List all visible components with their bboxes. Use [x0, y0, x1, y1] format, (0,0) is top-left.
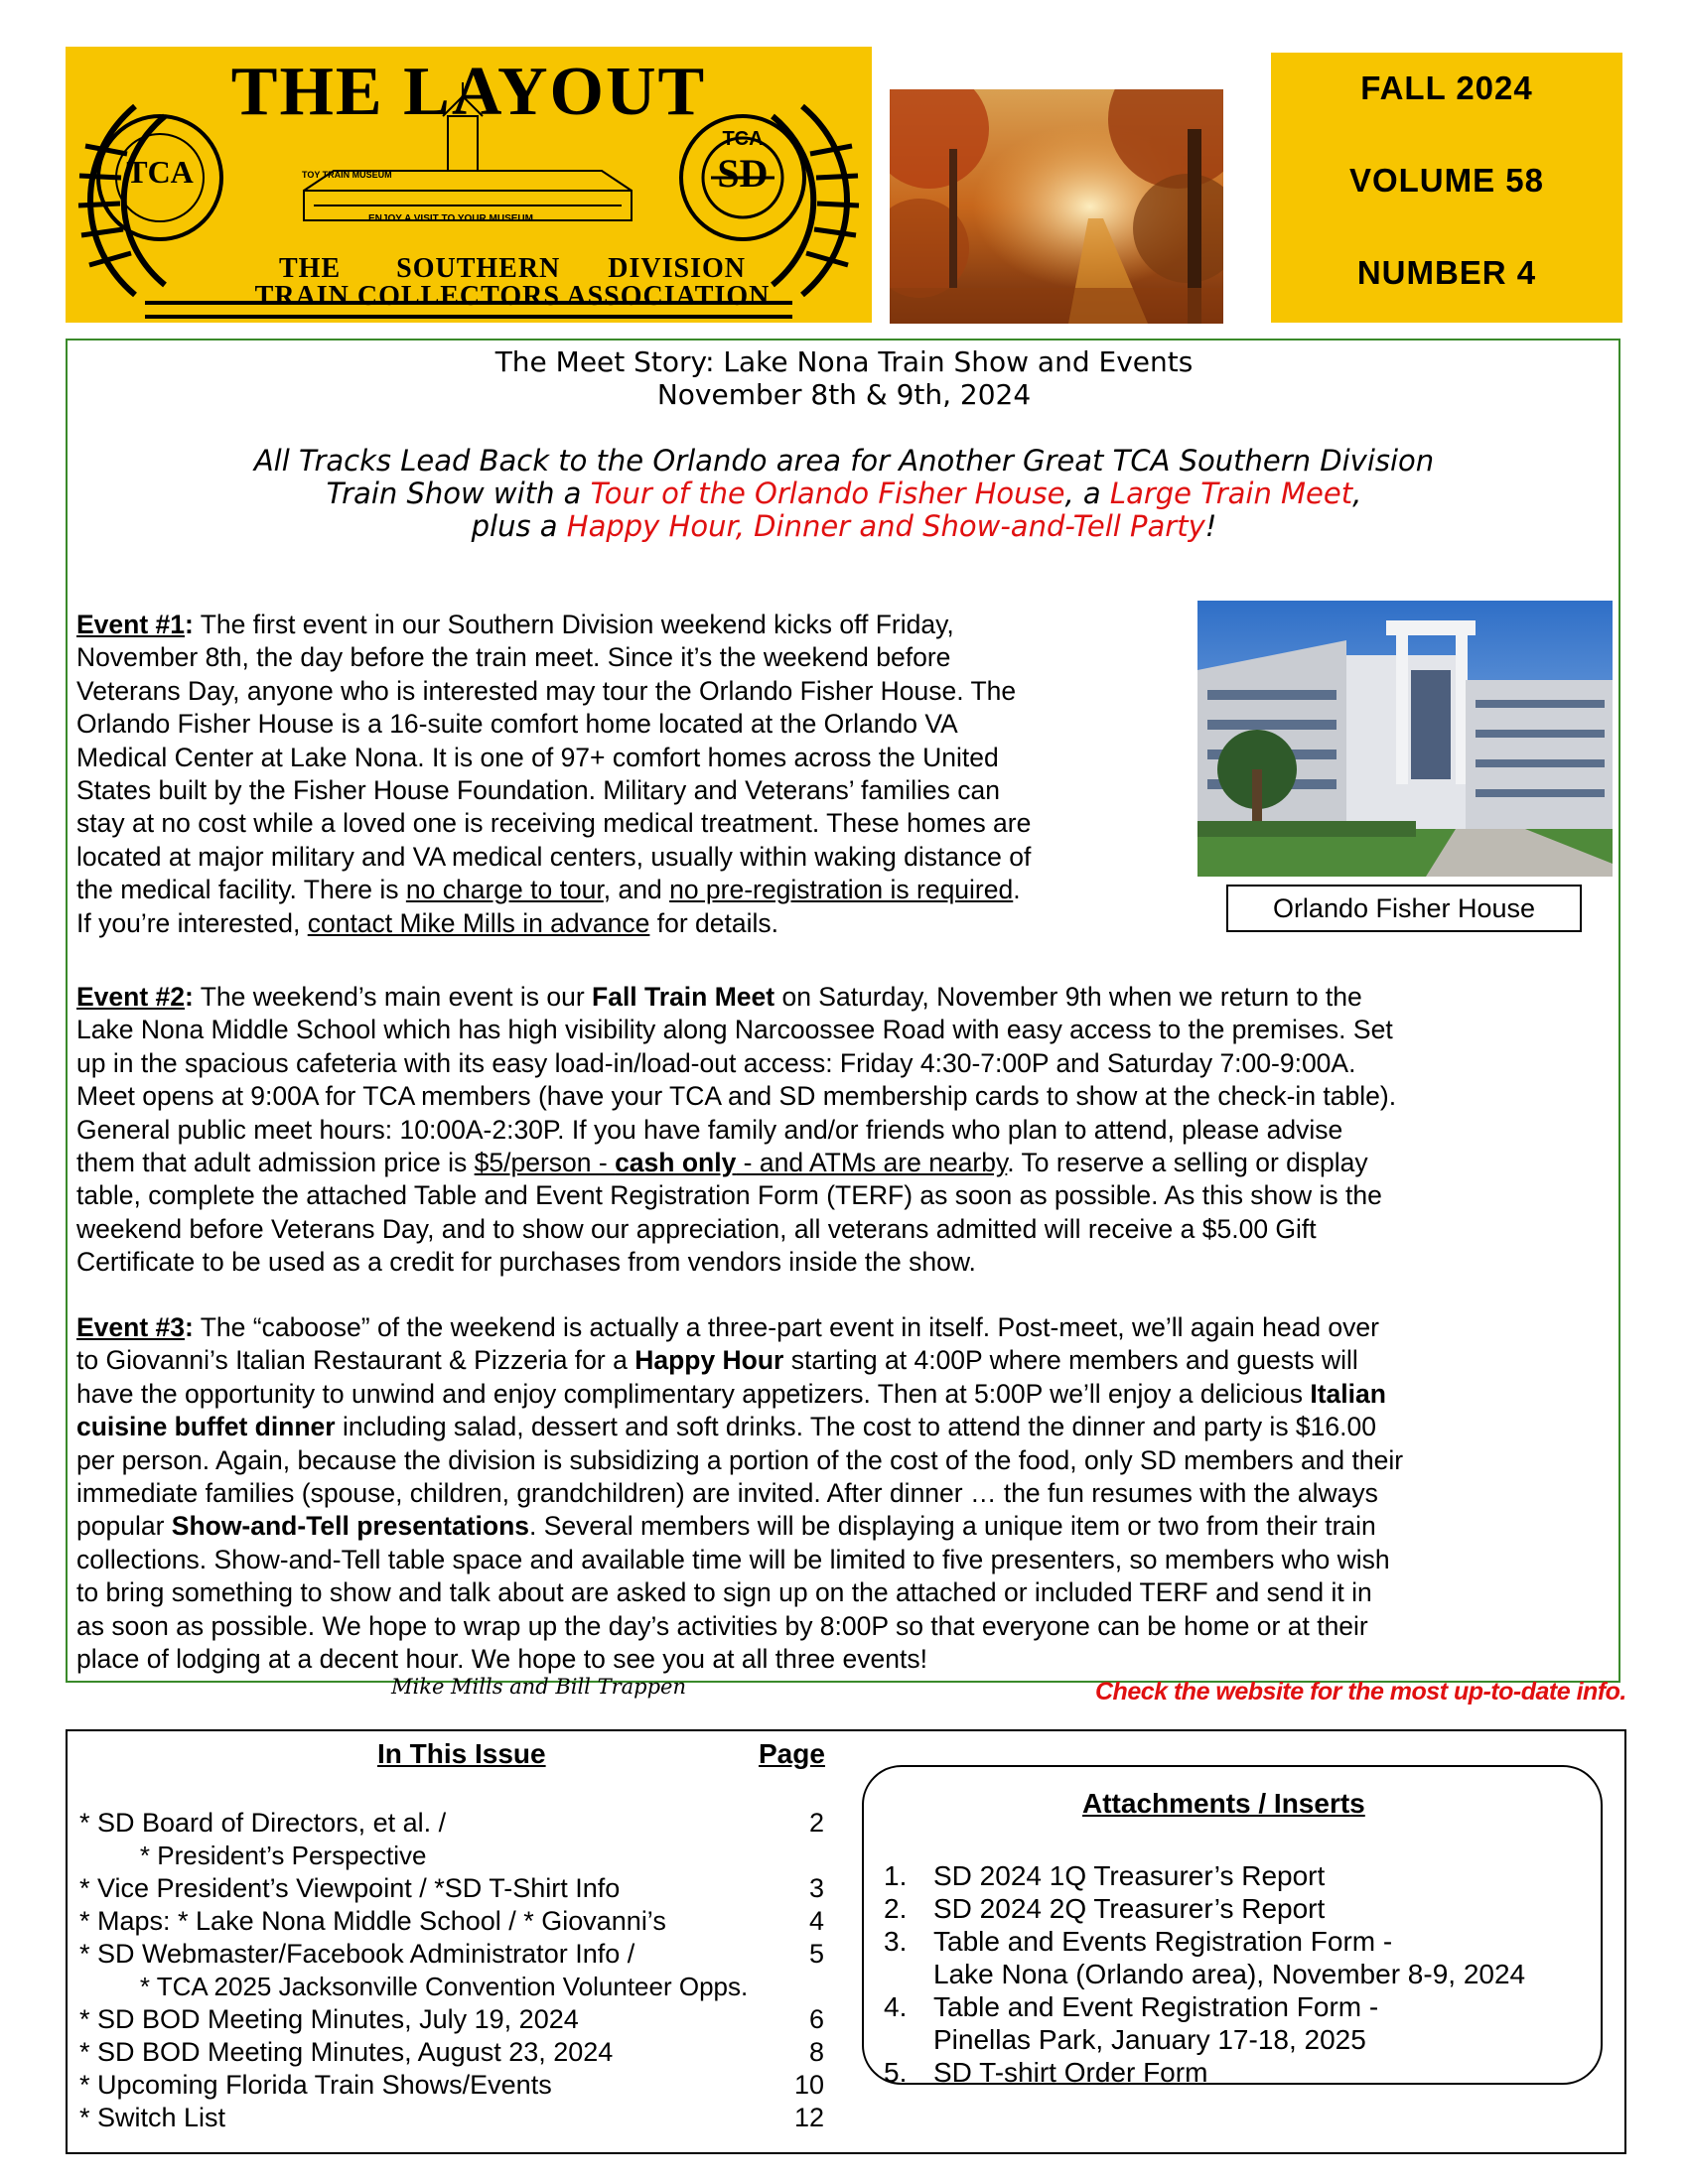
- tagline-train-meet: Large Train Meet: [1109, 477, 1353, 510]
- attachment-item: [884, 1859, 1325, 1892]
- event-2-line: Certificate to be used as a credit for purchases from vendors inside the show.: [76, 1247, 976, 1278]
- event-3-line: per person. Again, because the division is subsidizing a portion of the cost of the food, only SD members and their: [76, 1444, 1404, 1475]
- attachment-text: SD 2024 1Q Treasurer’s Report: [933, 1860, 1326, 1891]
- story-dates: November 8th & 9th, 2024: [656, 378, 1032, 411]
- attachment-text: Table and Events Registration Form -: [933, 1926, 1393, 1957]
- attachment-item: [884, 1958, 1525, 1990]
- author-signature: Mike Mills and Bill Trappen: [391, 1675, 686, 1699]
- event-3-text: . Several members will be displaying a unique item or two from their train: [529, 1511, 1376, 1542]
- show-and-tell-text: Show-and-Tell presentations: [171, 1511, 529, 1542]
- event-1-line: [76, 907, 1189, 940]
- toc-item-page: 10: [793, 2070, 824, 2100]
- toc-item[interactable]: [79, 2036, 824, 2069]
- event-2-paragraph: [76, 981, 1616, 1280]
- toc-item-page: 8: [808, 2037, 824, 2067]
- toc-item-text: * SD Webmaster/Facebook Administrator Info /: [79, 1939, 635, 1969]
- event-2-line: up in the spacious cafeteria with its easy load-in/load-out access: Friday 4:30-7:00P and Saturday 7:00-9:00A.: [76, 1047, 1356, 1078]
- toc-item[interactable]: [79, 2102, 824, 2134]
- event-1-line: Medical Center at Lake Nona. It is one of 97+ comfort homes across the United: [76, 742, 999, 772]
- event-3-paragraph: [76, 1311, 1616, 1676]
- event-1-text: , and: [603, 875, 670, 905]
- event-3-line: [76, 1344, 1616, 1377]
- sd-seal-tca-text: TCA: [722, 128, 764, 150]
- story-headline: The Meet Story: Lake Nona Train Show and Events: [494, 345, 1194, 378]
- toc-item-text: * SD BOD Meeting Minutes, July 19, 2024: [79, 2004, 579, 2034]
- attachment-number: 4.: [884, 1991, 908, 2022]
- event-3-line: place of lodging at a decent hour. We hope to see you at all three events!: [76, 1644, 927, 1675]
- toc-item-page: 12: [793, 2103, 824, 2132]
- event-3-line: Event #3: The “caboose” of the weekend is actually a three-part event in itself. Post-meet, we’ll again head over: [76, 1312, 1379, 1342]
- toc-item-text: * Switch List: [79, 2103, 226, 2132]
- toc-item-page: 4: [808, 1906, 824, 1936]
- sd-seal-text: SD: [717, 151, 769, 196]
- event-1-text: the medical facility. There is: [76, 875, 406, 905]
- attachment-item: [884, 1925, 1392, 1958]
- event-1-paragraph: [76, 609, 1189, 940]
- event-1-line: Event #1: The first event in our Southern Division weekend kicks off Friday,: [76, 610, 954, 639]
- attachment-number: 2.: [884, 1893, 908, 1924]
- no-preregistration-text: no pre-registration is required: [669, 875, 1014, 905]
- event-3-text: popular: [76, 1511, 172, 1542]
- event-1-text: If you’re interested,: [76, 907, 308, 938]
- event-1-text: The first event in our Southern Division weekend kicks off Friday,: [200, 610, 954, 639]
- toc-item-page: 5: [808, 1939, 824, 1969]
- attachment-item: [884, 2023, 1366, 2056]
- issue-volume: VOLUME 58: [1348, 162, 1545, 199]
- attachment-text: Pinellas Park, January 17-18, 2025: [933, 2024, 1366, 2055]
- event-3-text: The “caboose” of the weekend is actually a three-part event in itself. Post-meet, we’ll again head over: [193, 1312, 1379, 1342]
- toc-item[interactable]: [79, 1840, 856, 1872]
- toc-item-text: * President’s Perspective: [111, 1841, 427, 1870]
- admission-price-text: $5/person -: [474, 1148, 616, 1178]
- event-3-line: collections. Show-and-Tell table space and available time will be limited to five presenters, so members who wish: [76, 1544, 1390, 1574]
- toc-item[interactable]: [79, 1872, 824, 1905]
- toc-item-text: * Upcoming Florida Train Shows/Events: [79, 2070, 552, 2100]
- event-2-line: Event #2: The weekend’s main event is our Fall Train Meet on Saturday, November 9th when we return to the: [76, 982, 1362, 1012]
- event-2-text: . To reserve a selling or display: [1007, 1148, 1368, 1178]
- attachment-text: SD T-shirt Order Form: [933, 2057, 1208, 2088]
- visit-museum-text: ENJOY A VISIT TO YOUR MUSEUM: [368, 213, 533, 224]
- division-name: THE SOUTHERN DIVISION: [279, 253, 746, 284]
- event-2-text: on Saturday, November 9th when we return to the: [774, 982, 1362, 1012]
- toc-item-text: * Vice President’s Viewpoint / *SD T-Shirt Info: [79, 1873, 621, 1903]
- tagline-fisher-house: Tour of the Orlando Fisher House: [590, 477, 1065, 510]
- fall-train-meet-text: Fall Train Meet: [592, 982, 775, 1012]
- attachment-item: [884, 1892, 1325, 1925]
- event-3-line: [76, 1378, 1616, 1411]
- toc-item-page: 6: [808, 2004, 824, 2034]
- happy-hour-text: Happy Hour: [634, 1345, 784, 1376]
- attachment-text: SD 2024 2Q Treasurer’s Report: [933, 1893, 1326, 1924]
- autumn-forest-photo: [890, 89, 1223, 324]
- attachment-number: 3.: [884, 1926, 908, 1957]
- event-2-text: them that adult admission price is: [76, 1148, 475, 1178]
- toc-item[interactable]: [79, 2069, 824, 2102]
- tagline-line-3: [0, 509, 1688, 543]
- event-1-line: located at major military and VA medical centers, usually within waking distance of: [76, 841, 1032, 872]
- event-2-line: table, complete the attached Table and Event Registration Form (TERF) as soon as possible. As this show is the: [76, 1180, 1382, 1211]
- buffet-dinner-text: cuisine buffet dinner: [76, 1412, 336, 1442]
- attachment-text: Table and Event Registration Form -: [933, 1991, 1379, 2022]
- attachments-heading: Attachments / Inserts: [1082, 1788, 1365, 1819]
- event-3-label: Event #3: [76, 1312, 186, 1342]
- event-1-line: [76, 874, 1189, 906]
- toc-item[interactable]: [79, 1938, 824, 1971]
- masthead-logo: [66, 47, 872, 323]
- event-3-line: as soon as possible. We hope to wrap up the day’s activities by 8:00P so that everyone can be home or at their: [76, 1610, 1368, 1641]
- event-3-text: starting at 4:00P where members and guests will: [783, 1345, 1358, 1376]
- event-1-line: Orlando Fisher House is a 16-suite comfort home located at the Orlando VA: [76, 709, 958, 740]
- attachment-text: Lake Nona (Orlando area), November 8-9, 2024: [933, 1959, 1526, 1989]
- photo-caption: Orlando Fisher House: [1226, 885, 1582, 932]
- fisher-house-photo: [1197, 601, 1613, 877]
- event-1-line: States built by the Fisher House Foundation. Military and Veterans’ families can: [76, 775, 1000, 806]
- event-3-text: have the opportunity to unwind and enjoy complimentary appetizers. Then at 5:00P we’ll enjoy a delicious: [76, 1378, 1311, 1409]
- attachment-number: 5.: [884, 2057, 908, 2088]
- event-2-line: Meet opens at 9:00A for TCA members (have your TCA and SD membership cards to show at the check-in table).: [76, 1081, 1397, 1112]
- toc-item-text: * Maps: * Lake Nona Middle School / * Giovanni’s: [79, 1906, 666, 1936]
- newsletter-title: THE LAYOUT: [230, 54, 707, 130]
- issue-season: FALL 2024: [1360, 69, 1533, 106]
- event-3-line: [76, 1510, 1616, 1543]
- attachment-item: [884, 2056, 1207, 2089]
- toc-item[interactable]: [79, 2003, 824, 2036]
- contact-mike-mills-text: contact Mike Mills in advance: [307, 907, 650, 938]
- tagline-text: , a: [1064, 477, 1110, 510]
- website-note: Check the website for the most up-to-date info.: [1095, 1678, 1626, 1706]
- event-2-label: Event #2: [76, 982, 186, 1012]
- toc-item[interactable]: [79, 1905, 824, 1938]
- tagline-text: Train Show with a: [326, 477, 591, 510]
- museum-label: TOY TRAIN MUSEUM: [302, 170, 392, 180]
- event-2-line: [76, 1147, 1616, 1179]
- attachment-number: 1.: [884, 1860, 908, 1891]
- tca-seal-text: TCA: [126, 154, 194, 190]
- italian-text: Italian: [1310, 1378, 1386, 1409]
- event-3-line: [76, 1411, 1616, 1443]
- event-3-text: to Giovanni’s Italian Restaurant & Pizzeria for a: [76, 1345, 635, 1376]
- no-charge-text: no charge to tour: [405, 875, 604, 905]
- cash-only-text: cash only: [615, 1148, 737, 1178]
- issue-number: NUMBER 4: [1356, 254, 1537, 291]
- event-1-label: Event #1: [76, 610, 186, 639]
- tagline-party: Happy Hour, Dinner and Show-and-Tell Party: [566, 509, 1205, 543]
- event-2-line: General public meet hours: 10:00A-2:30P. If you have family and/or friends who plan to attend, please advise: [76, 1114, 1343, 1145]
- event-3-text: including salad, dessert and soft drinks. The cost to attend the dinner and party is $16.00: [335, 1412, 1376, 1442]
- toc-item[interactable]: [79, 1807, 824, 1840]
- toc-item-page: 3: [808, 1873, 824, 1903]
- event-1-line: Veterans Day, anyone who is interested may tour the Orlando Fisher House. The: [76, 675, 1017, 706]
- toc-item[interactable]: [79, 1971, 856, 2003]
- toc-item-text: * SD BOD Meeting Minutes, August 23, 2024: [79, 2037, 614, 2067]
- tagline-text: !: [1204, 509, 1217, 543]
- event-1-line: November 8th, the day before the train meet. Since it’s the weekend before: [76, 642, 951, 673]
- toc-item-text: * TCA 2025 Jacksonville Convention Volunteer Opps.: [111, 1972, 749, 2001]
- event-2-line: weekend before Veterans Day, and to show our appreciation, all veterans admitted will receive a $5.00 Gift: [76, 1213, 1317, 1244]
- event-2-line: Lake Nona Middle School which has high visibility along Narcoossee Road with easy access to the premises. Set: [76, 1015, 1393, 1045]
- event-1-line: stay at no cost while a loved one is receiving medical treatment. These homes are: [76, 808, 1032, 839]
- toc-item-page: 2: [808, 1808, 824, 1838]
- event-3-line: immediate families (spouse, children, grandchildren) are invited. After dinner … the fun resumes with the always: [76, 1478, 1378, 1509]
- tagline-line-2: [0, 477, 1688, 510]
- event-3-line: to bring something to show and talk about are asked to sign up on the attached or included TERF and send it in: [76, 1577, 1372, 1608]
- tagline-text: plus a: [471, 509, 567, 543]
- event-2-text: The weekend’s main event is our: [193, 982, 593, 1012]
- attachment-item: [884, 1990, 1378, 2023]
- association-name: TRAIN COLLECTORS ASSOCIATION: [254, 281, 771, 312]
- issue-info-box: [1271, 53, 1622, 323]
- in-this-issue-heading: In This Issue: [377, 1738, 546, 1769]
- event-1-text: for details.: [649, 907, 779, 938]
- page-heading: Page: [759, 1738, 825, 1769]
- tagline-text: ,: [1352, 477, 1362, 510]
- atm-text: - and ATMs are nearby: [736, 1148, 1008, 1178]
- event-1-text: .: [1013, 875, 1021, 905]
- tagline-line-1: All Tracks Lead Back to the Orlando area for Another Great TCA Southern Division: [253, 444, 1435, 478]
- toc-item-text: * SD Board of Directors, et al. /: [79, 1808, 447, 1838]
